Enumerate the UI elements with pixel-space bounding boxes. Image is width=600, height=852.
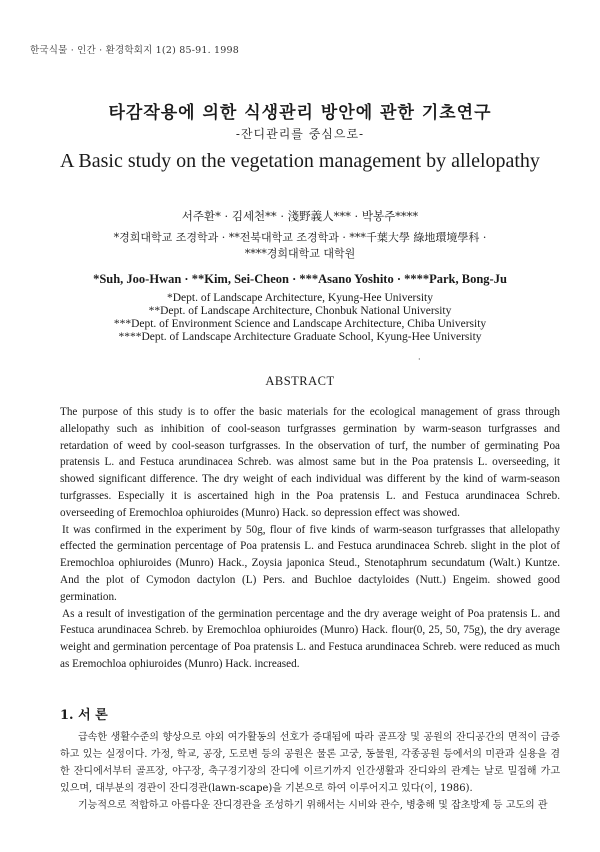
body-paragraph: 급속한 생활수준의 향상으로 야외 여가활동의 선호가 증대됨에 따라 골프장 및 공원의 잔디공간의 면적이 급증하고 있는 실정이다. 가정, 학교, 공장, 도로변 등의 공원은 물론 고궁, 동물원, 각종공원 등에서의 미관과 실용을 겸한 잔디에서부터 골프장, 야구장, 축구경기장의 잔디에 이르기까지 인간생활과 잔디와의 관계는 날로 밀접해 가고 있으며, 대부분의 경관이 잔디경관(lawn-scape)을 기본으로 하여 이루어지고 있다(이, 1986).: [60, 732, 560, 794]
english-affiliation-2: **Dept. of Landscape Architecture, Chonbuk National University: [148, 305, 452, 317]
english-title: A Basic study on the vegetation management by allelopathy: [60, 150, 540, 172]
korean-subtitle: -잔디관리를 중심으로-: [235, 127, 365, 141]
korean-title: 타감작용에 의한 식생관리 방안에 관한 기초연구: [108, 103, 492, 123]
english-affiliation-1: *Dept. of Landscape Architecture, Kyung-Hee University: [166, 292, 433, 304]
section-heading-introduction: 1. 서 론: [60, 708, 108, 723]
abstract-paragraph: As a result of investigation of the germination percentage and the dry average weight of Poa pratensis L. and Festuca arundinacea Schreb. by Eremochloa ophiuroides (Munro) Hack. flour(0, 25, 50, 75g), the dry average weight and germination percentage of Poa pratensis L. and Festuca arundinacea Schreb. were reduced as much as Eremochloa ophiuroides (Munro) Hack. increased.: [60, 607, 560, 670]
korean-authors: 서주환* · 김세천** · 淺野義人*** · 박봉주****: [181, 209, 419, 223]
korean-affiliation-line-2: ****경희대학교 대학원: [244, 247, 356, 260]
abstract-body: [60, 404, 560, 673]
korean-affiliation-line-1: *경희대학교 조경학과 · **전북대학교 조경학과 · ***千葉大學 綠地環境學科 ·: [113, 231, 487, 244]
body-paragraph: 기능적으로 적합하고 아름다운 잔디경관을 조성하기 위해서는 시비와 관수, 병충해 및 잡초방제 등 고도의 관: [78, 800, 548, 811]
english-affiliation-4: ****Dept. of Landscape Architecture Graduate School, Kyung-Hee University: [118, 331, 482, 343]
introduction-body: [60, 729, 560, 814]
english-authors: *Suh, Joo-Hwan · **Kim, Sei-Cheon · ***Asano Yoshito · ****Park, Bong-Ju: [93, 272, 507, 286]
stray-dot: ·: [418, 355, 421, 364]
journal-citation: 한국식물 · 인간 · 환경학회지 1(2) 85-91. 1998: [30, 45, 240, 56]
abstract-heading: ABSTRACT: [265, 374, 335, 388]
english-affiliation-3: ***Dept. of Environment Science and Landscape Architecture, Chiba University: [113, 318, 487, 330]
abstract-paragraph: It was confirmed in the experiment by 50g, flour of five kinds of warm-season turfgrasses that allelopathy effected the germination percentage of Poa pratensis L. and Festuca arundinacea Schreb. slight in the plot of Eremochloa ophiuroides (Munro) Hack., Zoysia japonica Steud., Stenotaphrum secundatum (Walt.) Kuntze. And the plot of Cymodon dactylon (L) Pers. and Buchloe dactyloides (Nutt.) Engeim. showed good germination.: [60, 523, 560, 603]
abstract-paragraph: The purpose of this study is to offer the basic materials for the ecological management of grass through allelopathy such as inhibition of cool-season turfgrasses germination by warm-season turfgrasses and retardation of weed by cool-season turfgrasses. In the observation of turf, the number of germinating Poa pratensis L. and Festuca arundinacea Schreb. was almost same but in the Poa pratensis L. overseeding, it showed significant difference. The dry weight of each individual was different by the kind of warm-season turfgrasses. Especially it is ascertained high in the Poa pratensis L. and Festuca arundinacea Schreb. overseeding of Eremochloa ophiuroides (Munro) Hack. so depression effect was showed.: [60, 406, 560, 519]
